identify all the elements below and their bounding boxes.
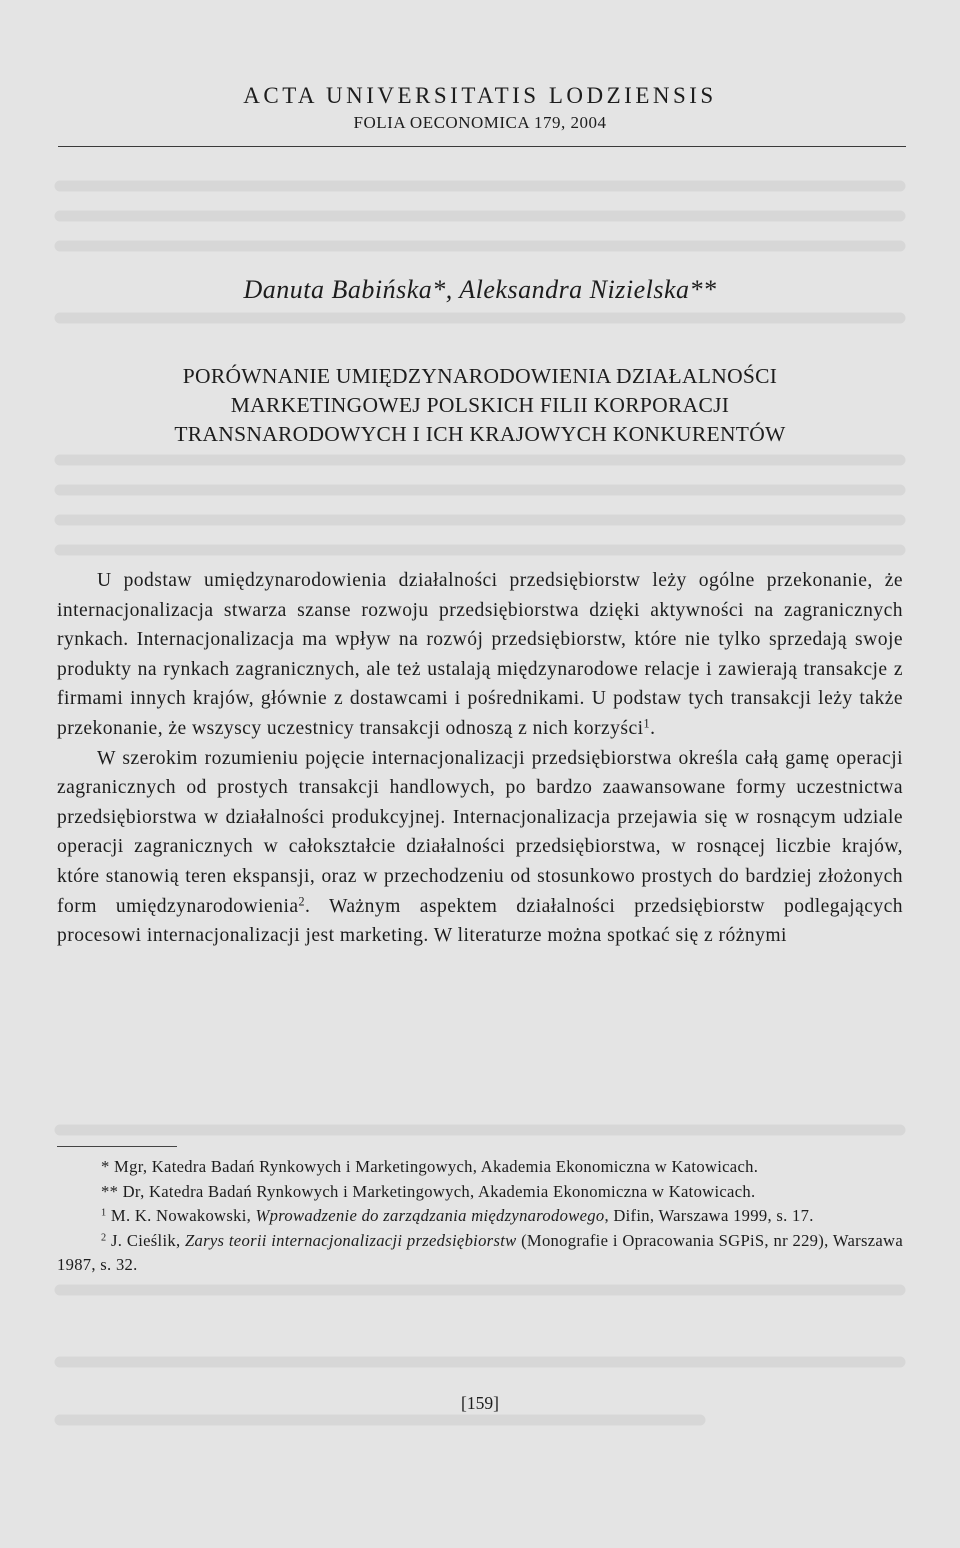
article-authors: Danuta Babińska*, Aleksandra Nizielska** [243, 275, 717, 304]
footnote-ref-1[interactable]: 1 [643, 716, 651, 731]
paragraph-1-text: U podstaw umiędzynarodowienia działalności przedsiębiorstw leży ogólne przekonanie, że internacjonalizacja stwarza szanse rozwoju przedsiębiorstwa dzięki aktywności na zagranicznych rynkach. Internacjonalizacja ma wpływ na rozwój przedsiębiorstw, które nie tylko sprzedają swoje produkty na rynkach zagranicznych, ale też ustalają międzynarodowe relacje i zawierają transakcje z firmami innych krajów, głównie z dostawcami i pośrednikami. U podstaw tych transakcji leży także przekonanie, że wszyscy uczestnicy transakcji odnoszą z nich korzyści [57, 570, 903, 739]
footnote-1-pre: M. K. Nowakowski, [106, 1206, 256, 1226]
footnotes [57, 1155, 903, 1278]
footnote-2-post: (Monografie i Opracowania SGPiS, nr 229), Warszawa 1987, s. 32. [57, 1230, 903, 1275]
body-paragraph-1 [57, 566, 903, 744]
paragraph-2-text: W szerokim rozumieniu pojęcie internacjonalizacji przedsiębiorstwa określa całą gamę operacji zagranicznych od prostych transakcji handlowych, po bardzo zaawansowane formy uczestnictwa przedsiębiorstwa w działalności produkcyjnej. Internacjonalizacja przejawia się w rosnącym udziale operacji zagranicznych w całokształcie działalności przedsiębiorstwa, w rosnącej liczbie krajów, które stanowią teren ekspansji, oraz w przechodzeniu od stosunkowo prostych do bardziej złożonych form umiędzynarodowienia [57, 747, 903, 917]
journal-issue: FOLIA OECONOMICA 179, 2004 [353, 113, 607, 132]
article-body [57, 566, 903, 951]
journal-header [0, 83, 960, 134]
title-line-3: TRANSNARODOWYCH I ICH KRAJOWYCH KONKURENTÓW [174, 422, 786, 446]
title-line-2: MARKETINGOWEJ POLSKICH FILII KORPORACJI [230, 393, 730, 417]
title-line-1: PORÓWNANIE UMIĘDZYNARODOWIENIA DZIAŁALNOŚCI [182, 364, 778, 388]
paragraph-1-end: . [650, 717, 656, 739]
footnote-1-mark: 1 [101, 1207, 107, 1219]
paragraph-2-end: . Ważnym aspektem działalności przedsiębiorstw podlegających procesowi internacjonalizacji jest marketing. W literaturze można spotkać się z różnymi [57, 895, 903, 947]
journal-name: ACTA UNIVERSITATIS LODZIENSIS [243, 83, 717, 108]
article-title [0, 362, 960, 449]
footnote-1 [57, 1204, 903, 1229]
footnote-2-title: Zarys teorii internacjonalizacji przedsiębiorstw [185, 1230, 517, 1250]
footnote-1-post: , Difin, Warszawa 1999, s. 17. [604, 1206, 814, 1226]
footnote-2-pre: J. Cieślik, [106, 1230, 185, 1250]
footnote-rule [57, 1146, 177, 1147]
footnote-author-2: ** Dr, Katedra Badań Rynkowych i Marketingowych, Akademia Ekonomiczna w Katowicach. [101, 1181, 756, 1201]
footnote-author-1: * Mgr, Katedra Badań Rynkowych i Marketingowych, Akademia Ekonomiczna w Katowicach. [101, 1157, 759, 1176]
footnote-1-title: Wprowadzenie do zarządzania międzynarodowego [255, 1206, 605, 1226]
body-paragraph-2 [57, 744, 903, 951]
header-rule [58, 146, 906, 147]
footnote-2-mark: 2 [101, 1232, 107, 1244]
footnote-ref-2[interactable]: 2 [298, 893, 306, 908]
page-number: [159] [461, 1393, 499, 1413]
footnote-2 [57, 1229, 903, 1278]
